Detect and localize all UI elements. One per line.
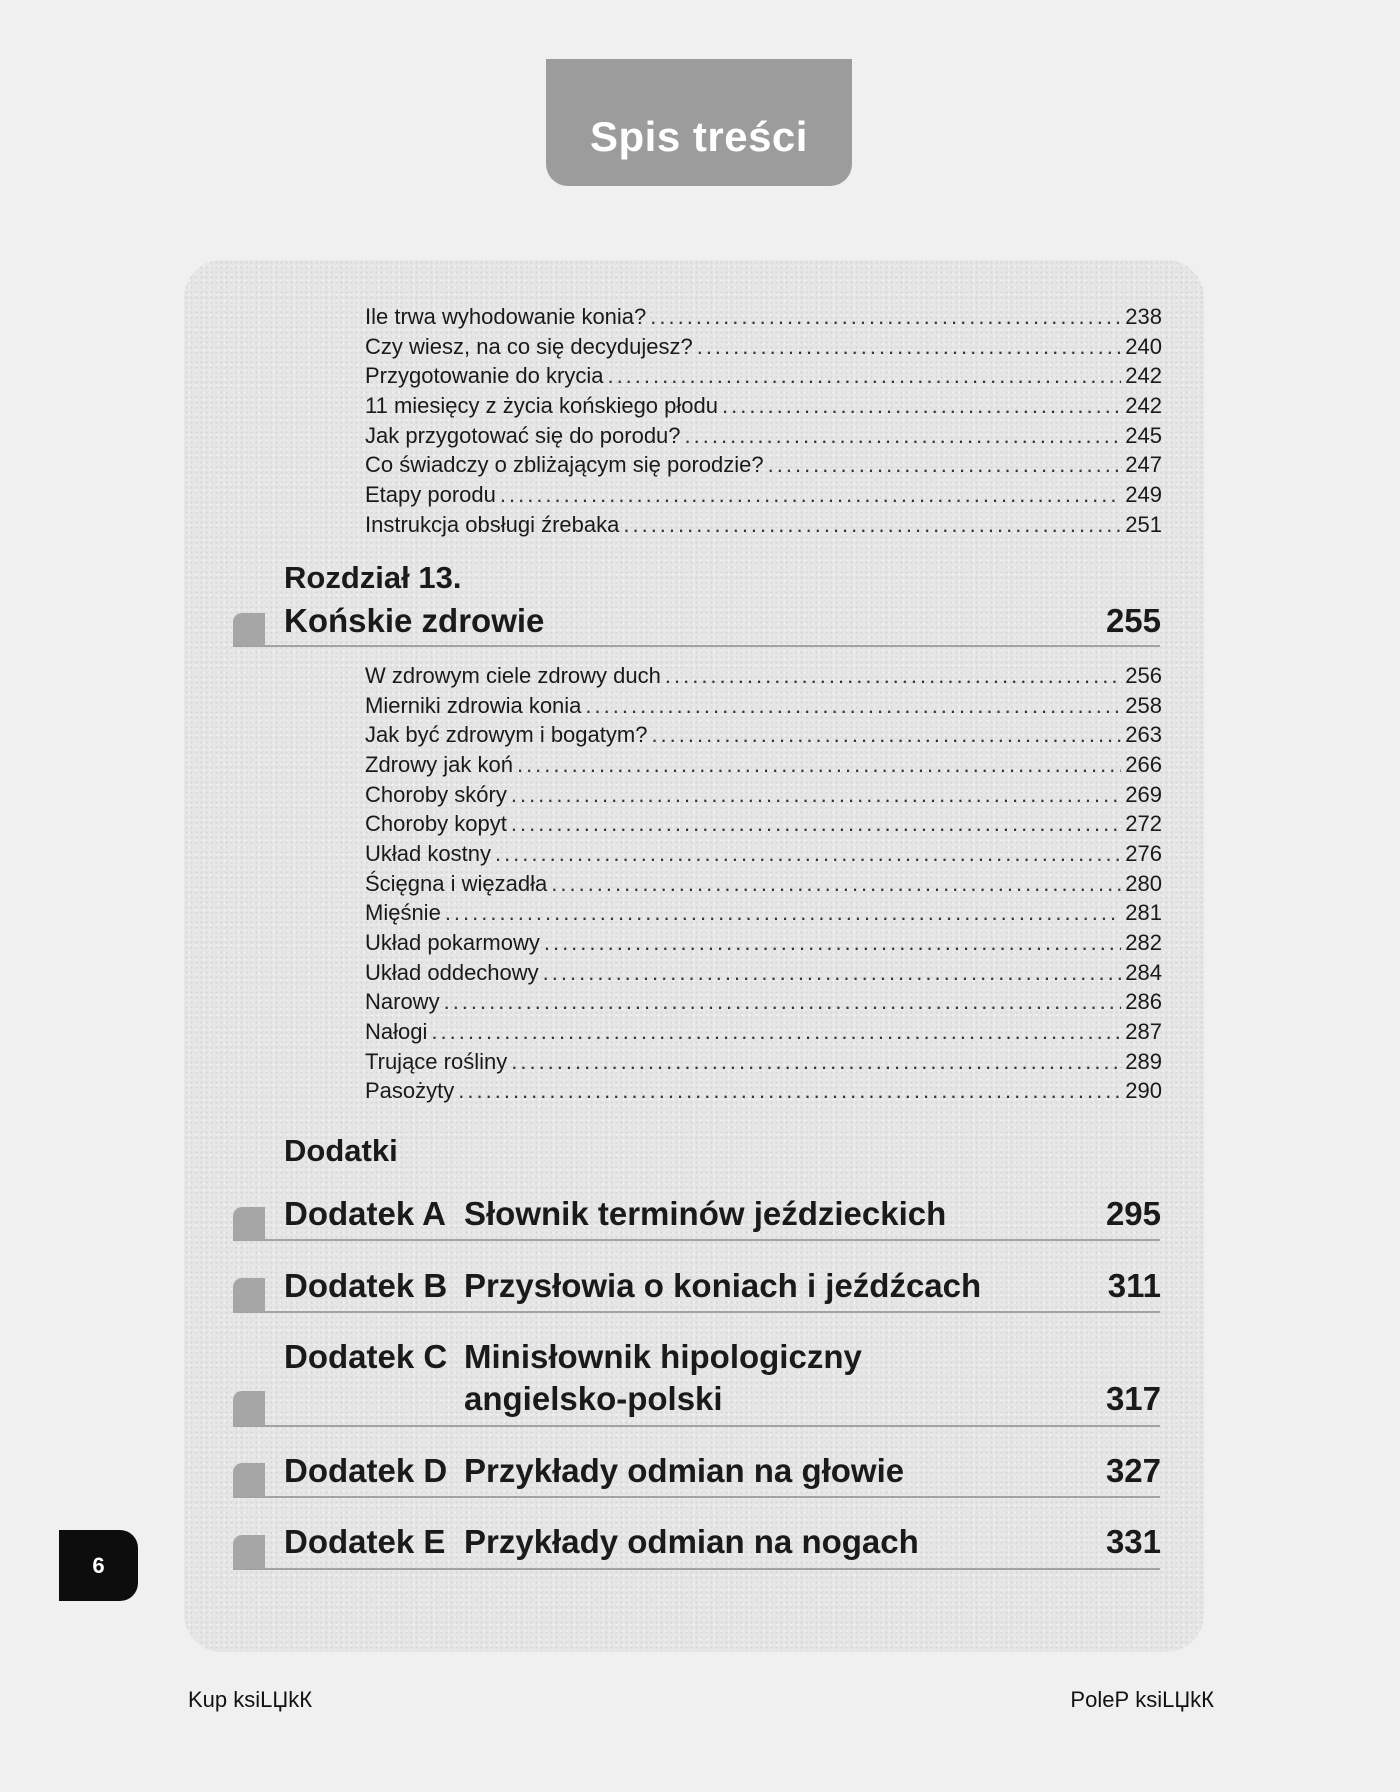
toc-entry-page: 258 — [1125, 693, 1162, 718]
dot-leader — [722, 391, 1121, 421]
header-tab — [546, 59, 852, 186]
appendices-heading: Dodatki — [284, 1133, 398, 1168]
toc-entry-title: Pasożyty — [365, 1078, 455, 1103]
dot-leader — [585, 691, 1121, 721]
toc-entry[interactable] — [365, 987, 1162, 1017]
appendix-code: Dodatek B — [284, 1267, 448, 1304]
toc-entry-title: Układ pokarmowy — [365, 930, 540, 955]
toc-entry[interactable] — [365, 1017, 1162, 1047]
dot-leader — [551, 869, 1121, 899]
toc-entry[interactable] — [365, 480, 1162, 510]
dot-leader — [685, 421, 1122, 451]
tab-marker — [233, 613, 265, 647]
appendix-page: 295 — [1105, 1195, 1161, 1232]
toc-entry-title: Zdrowy jak koń — [365, 752, 513, 777]
appendix-code: Dodatek A — [284, 1195, 446, 1232]
divider — [233, 645, 1160, 647]
appendix-title: Słownik terminów jeździeckich — [464, 1195, 947, 1232]
toc-entry[interactable] — [365, 421, 1162, 451]
toc-entry[interactable] — [365, 958, 1162, 988]
toc-entry[interactable] — [365, 332, 1162, 362]
toc-entry-page: 240 — [1125, 334, 1162, 359]
toc-entry-title: Co świadczy o zbliżającym się porodzie? — [365, 452, 764, 477]
toc-entry-title: Mięśnie — [365, 900, 441, 925]
toc-entry-title: Choroby skóry — [365, 782, 507, 807]
toc-entry-title: W zdrowym ciele zdrowy duch — [365, 663, 661, 688]
chapter-heading[interactable] — [284, 601, 1161, 641]
toc-entry-title: Mierniki zdrowia konia — [365, 693, 582, 718]
divider — [233, 1496, 1160, 1498]
toc-entry[interactable] — [365, 809, 1162, 839]
toc-entry-page: 263 — [1125, 722, 1162, 747]
toc-entry-page: 290 — [1125, 1078, 1162, 1103]
appendix-page: 331 — [1105, 1523, 1161, 1560]
appendix-title: Przykłady odmian na nogach — [464, 1523, 919, 1560]
toc-entry-page: 281 — [1125, 900, 1162, 925]
toc-entry-page: 242 — [1125, 393, 1162, 418]
toc-entry-page: 269 — [1125, 782, 1162, 807]
toc-entry[interactable] — [365, 391, 1162, 421]
appendix-row-d[interactable] — [284, 1451, 1161, 1491]
tab-marker — [233, 1207, 265, 1241]
toc-entry-page: 238 — [1125, 304, 1162, 329]
chapter-label: Rozdział 13. — [284, 560, 462, 595]
toc-entry[interactable] — [365, 780, 1162, 810]
toc-entry-title: Ile trwa wyhodowanie konia? — [365, 304, 647, 329]
toc-entry-page: 287 — [1125, 1019, 1162, 1044]
toc-entry-title: Trujące rośliny — [365, 1049, 508, 1074]
toc-entry[interactable] — [365, 450, 1162, 480]
toc-entry-title: Etapy porodu — [365, 482, 496, 507]
dot-leader — [651, 720, 1121, 750]
toc-entry[interactable] — [365, 750, 1162, 780]
toc-entry-page: 266 — [1125, 752, 1162, 777]
appendix-title-continued: angielsko-polski — [464, 1380, 723, 1417]
appendix-title: Minisłownik hipologiczny — [464, 1338, 862, 1375]
toc-entry[interactable] — [365, 1076, 1162, 1106]
dot-leader — [511, 780, 1121, 810]
toc-entry-page: 289 — [1125, 1049, 1162, 1074]
toc-entry-page: 245 — [1125, 423, 1162, 448]
toc-entry-page: 284 — [1125, 960, 1162, 985]
appendix-row-a[interactable] — [284, 1194, 1161, 1234]
chapter-title: Końskie zdrowie — [284, 602, 545, 639]
toc-entry-page: 280 — [1125, 871, 1162, 896]
toc-entry-page: 256 — [1125, 663, 1162, 688]
toc-entry-title: Układ kostny — [365, 841, 491, 866]
appendix-page: 317 — [1105, 1380, 1161, 1417]
toc-entry-title: Jak przygotować się do porodu? — [365, 423, 681, 448]
toc-entry-title: Czy wiesz, na co się decydujesz? — [365, 334, 693, 359]
toc-entry-title: Nałogi — [365, 1019, 428, 1044]
dot-leader — [431, 1017, 1121, 1047]
toc-entry-title: Jak być zdrowym i bogatym? — [365, 722, 648, 747]
toc-entry[interactable] — [365, 898, 1162, 928]
toc-entry[interactable] — [365, 361, 1162, 391]
dot-leader — [495, 839, 1121, 869]
toc-entry-page: 247 — [1125, 452, 1162, 477]
dot-leader — [650, 302, 1121, 332]
toc-entry-page: 242 — [1125, 363, 1162, 388]
footer-recommend-link[interactable]: PoleР ksiLЏkК — [1070, 1687, 1214, 1712]
dot-leader — [517, 750, 1121, 780]
chapter-page: 255 — [1105, 602, 1161, 639]
footer-buy-link[interactable]: Kup ksiLЏkК — [188, 1687, 313, 1712]
appendix-row-c-line1[interactable] — [284, 1337, 1161, 1377]
toc-entry[interactable] — [365, 720, 1162, 750]
page-title: Spis treści — [590, 112, 808, 160]
toc-entry[interactable] — [365, 691, 1162, 721]
appendix-title: Przysłowia o koniach i jeźdźcach — [464, 1267, 982, 1304]
dot-leader — [511, 809, 1121, 839]
dot-leader — [458, 1076, 1121, 1106]
toc-entry-page: 272 — [1125, 811, 1162, 836]
toc-entry-title: Układ oddechowy — [365, 960, 539, 985]
toc-entry-page: 286 — [1125, 989, 1162, 1014]
divider — [233, 1568, 1160, 1570]
dot-leader — [697, 332, 1122, 362]
toc-entry-title: Narowy — [365, 989, 440, 1014]
dot-leader — [665, 661, 1121, 691]
toc-entry[interactable] — [365, 661, 1162, 691]
toc-entry[interactable] — [365, 1047, 1162, 1077]
toc-entry-page: 249 — [1125, 482, 1162, 507]
appendix-title: Przykłady odmian na głowie — [464, 1452, 905, 1489]
dot-leader — [607, 361, 1121, 391]
appendix-row-b[interactable] — [284, 1266, 1161, 1306]
appendix-row-e[interactable] — [284, 1522, 1161, 1562]
dot-leader — [444, 987, 1122, 1017]
toc-entry-title: Przygotowanie do krycia — [365, 363, 604, 388]
toc-entry[interactable] — [365, 928, 1162, 958]
dot-leader — [511, 1047, 1121, 1077]
toc-entry-title: Instrukcja obsługi źrebaka — [365, 512, 620, 537]
dot-leader — [500, 480, 1121, 510]
toc-entry-title: Ścięgna i więzadła — [365, 871, 548, 896]
toc-entry-page: 282 — [1125, 930, 1162, 955]
dot-leader — [623, 510, 1121, 540]
dot-leader — [445, 898, 1121, 928]
toc-entry-title: Choroby kopyt — [365, 811, 507, 836]
appendix-page: 327 — [1105, 1452, 1161, 1489]
divider — [233, 1311, 1160, 1313]
page-number-badge: 6 — [59, 1530, 138, 1601]
toc-entry-page: 251 — [1125, 512, 1162, 537]
tab-marker — [233, 1391, 265, 1425]
dot-leader — [544, 928, 1121, 958]
appendix-row-c-line2[interactable] — [284, 1379, 1161, 1419]
tab-marker — [233, 1535, 265, 1569]
dot-leader — [543, 958, 1122, 988]
divider — [233, 1425, 1160, 1427]
tab-marker — [233, 1278, 265, 1312]
dot-leader — [768, 450, 1122, 480]
appendix-code: Dodatek D — [284, 1452, 448, 1489]
toc-entry[interactable] — [365, 869, 1162, 899]
toc-entry-title: 11 miesięcy z życia końskiego płodu — [365, 393, 718, 418]
appendix-page: 311 — [1107, 1267, 1161, 1304]
appendix-code: Dodatek C — [284, 1338, 448, 1375]
divider — [233, 1239, 1160, 1241]
toc-entry[interactable] — [365, 302, 1162, 332]
toc-entry[interactable] — [365, 510, 1162, 540]
tab-marker — [233, 1463, 265, 1497]
toc-entry[interactable] — [365, 839, 1162, 869]
appendix-code: Dodatek E — [284, 1523, 446, 1560]
toc-entry-page: 276 — [1125, 841, 1162, 866]
